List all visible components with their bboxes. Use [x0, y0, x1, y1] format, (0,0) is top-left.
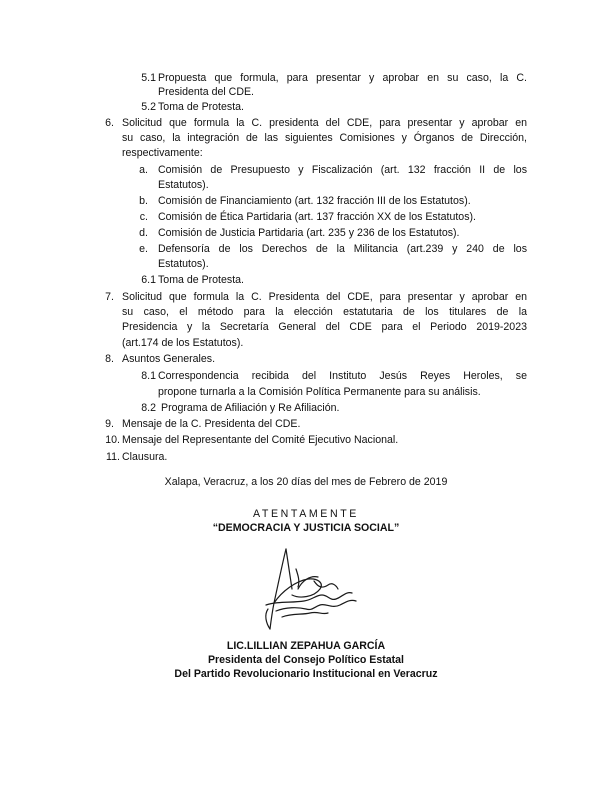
item-text: (art.174 de los Estatutos).	[122, 337, 244, 349]
item-number: 5.2	[141, 101, 156, 113]
subitem-text: Comisión de Justicia Partidaria (art. 235 y 236 de los Estatutos).	[158, 227, 460, 239]
subitem-text: Comisión de Ética Partidaria (art. 137 fracción XX de los Estatutos).	[158, 211, 476, 223]
subitem-text: Comisión de Financiamiento (art. 132 fracción III de los Estatutos).	[158, 195, 471, 207]
item-text: propone turnarla a la Comisión Política Permanente para su análisis.	[158, 386, 481, 398]
item-text: su caso, el método para la elección estatutaria de los titulares de la	[122, 306, 527, 318]
item-text: Presidencia y la Secretaría General del CDE para el Periodo 2019-2023	[122, 321, 527, 333]
subitem-letter: b.	[139, 195, 148, 207]
subitem-text: Estatutos).	[158, 179, 209, 191]
item-text: Solicitud que formula la C. Presidenta del CDE, para presentar y aprobar en	[122, 291, 527, 303]
item-text: Asuntos Generales.	[122, 353, 216, 365]
subitem-text: Estatutos).	[158, 258, 209, 270]
item-text: su caso, la integración de las siguientes Comisiones y Órganos de Dirección,	[122, 132, 527, 144]
item-number: 8.	[105, 353, 114, 365]
item-number: 11.	[106, 451, 120, 463]
item-number: 5.1	[141, 72, 156, 84]
signer-name: LIC.LILLIAN ZEPAHUA GARCÍA	[226, 640, 386, 652]
signer-title: Presidenta del Consejo Político Estatal	[207, 654, 405, 666]
item-text: Solicitud que formula la C. presidenta del CDE, para presentar y aprobar en	[122, 117, 527, 129]
closing-salutation: ATENTAMENTE	[253, 508, 359, 520]
item-number: 8.2	[141, 402, 156, 414]
item-text: Programa de Afiliación y Re Afiliación.	[161, 402, 340, 414]
item-number: 9.	[105, 418, 114, 430]
subitem-letter: e.	[139, 243, 148, 255]
item-text: Clausura.	[122, 451, 168, 463]
subitem-text: Defensoría de los Derechos de la Militancia (art.239 y 240 de los	[158, 243, 527, 255]
item-number: 6.	[105, 117, 114, 129]
item-text: Mensaje de la C. Presidenta del CDE.	[122, 418, 301, 430]
signer-organization: Del Partido Revolucionario Institucional en Veracruz	[174, 668, 438, 680]
item-number: 7.	[105, 291, 114, 303]
motto: “DEMOCRACIA Y JUSTICIA SOCIAL”	[212, 522, 400, 534]
item-text: Mensaje del Representante del Comité Ejecutivo Nacional.	[122, 434, 399, 446]
item-text: Propuesta que formula, para presentar y aprobar en su caso, la C.	[158, 72, 527, 84]
place-date: Xalapa, Veracruz, a los 20 días del mes de Febrero de 2019	[164, 476, 448, 488]
item-text: Toma de Protesta.	[158, 274, 244, 286]
subitem-letter: a.	[139, 164, 148, 176]
item-text: Presidenta del CDE.	[158, 86, 254, 98]
subitem-letter: d.	[139, 227, 148, 239]
item-number: 10.	[105, 434, 120, 446]
item-text: respectivamente:	[122, 147, 203, 159]
signature-image	[252, 545, 362, 635]
subitem-letter: c.	[139, 211, 148, 223]
item-text: Toma de Protesta.	[158, 101, 244, 113]
item-text: Correspondencia recibida del Instituto Jesús Reyes Heroles, se	[158, 370, 527, 382]
subitem-text: Comisión de Presupuesto y Fiscalización (art. 132 fracción II de los	[158, 164, 527, 176]
item-number: 6.1	[141, 274, 156, 286]
item-number: 8.1	[141, 370, 156, 382]
